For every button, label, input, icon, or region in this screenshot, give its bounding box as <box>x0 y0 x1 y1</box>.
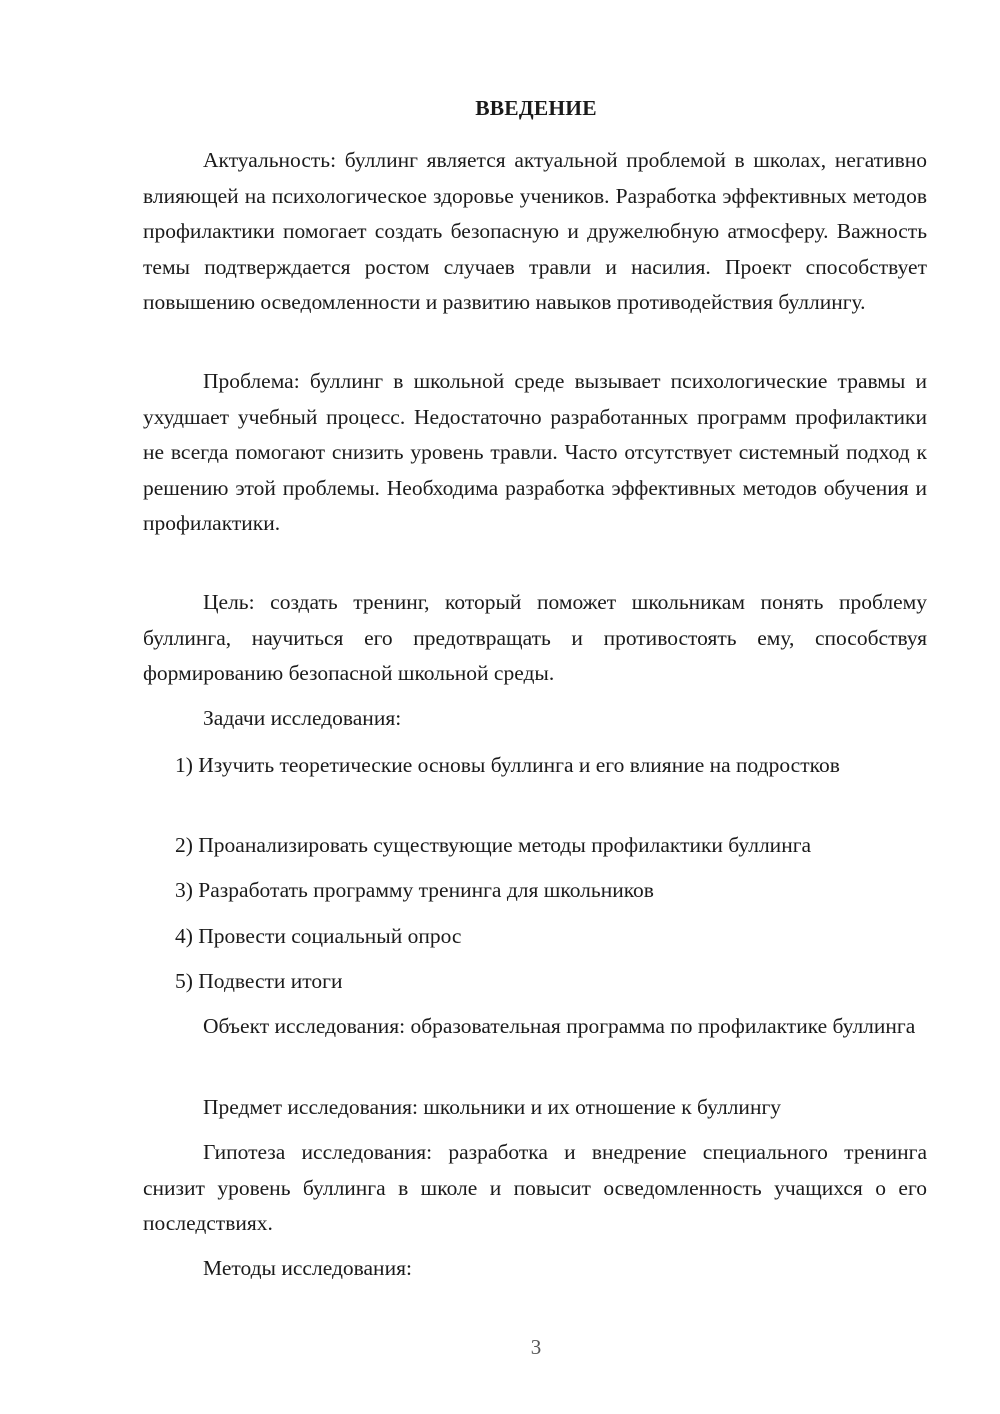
paragraph-hypothesis: Гипотеза исследования: разработка и внедрение специального тренинга снизит уровень буллинга в школе и повысит осведомленность учащихся о его последствиях. <box>143 1140 927 1235</box>
task-item-4: 4) Провести социальный опрос <box>175 924 462 948</box>
tasks-title: Задачи исследования: <box>203 706 402 730</box>
page-number: 3 <box>530 1335 542 1359</box>
paragraph-problem: Проблема: буллинг в школьной среде вызывает психологические травмы и ухудшает учебный процесс. Недостаточно разработанных программ профилактики не всегда помогают снизить уровень травли. Часто отсутствует системный подход к решению этой проблемы. Необходима разработка эффективных методов обучения и профилактики. <box>143 369 927 535</box>
task-item-3: 3) Разработать программу тренинга для школьников <box>175 878 654 902</box>
paragraph-relevance: Актуальность: буллинг является актуальной проблемой в школах, негативно влияющей на психологическое здоровье учеников. Разработка эффективных методов профилактики помогает создать безопасную и дружелюбную атмосферу. Важность темы подтверждается ростом случаев травли и насилия. Проект способствует повышению осведомленности и развитию навыков противодействия буллингу. <box>143 148 927 314</box>
paragraph-subject: Предмет исследования: школьники и их отношение к буллингу <box>203 1095 782 1119</box>
section-heading: ВВЕДЕНИЕ <box>475 96 597 120</box>
task-item-1: 1) Изучить теоретические основы буллинга и его влияние на подростков <box>175 753 840 777</box>
task-item-5: 5) Подвести итоги <box>175 969 343 993</box>
methods-title: Методы исследования: <box>203 1256 412 1280</box>
paragraph-goal: Цель: создать тренинг, который поможет школьникам понять проблему буллинга, научиться его предотвращать и противостоять ему, способствуя формированию безопасной школьной среды. <box>143 590 927 685</box>
task-item-2: 2) Проанализировать существующие методы профилактики буллинга <box>175 833 812 857</box>
paragraph-object: Объект исследования: образовательная программа по профилактике буллинга <box>203 1014 916 1038</box>
